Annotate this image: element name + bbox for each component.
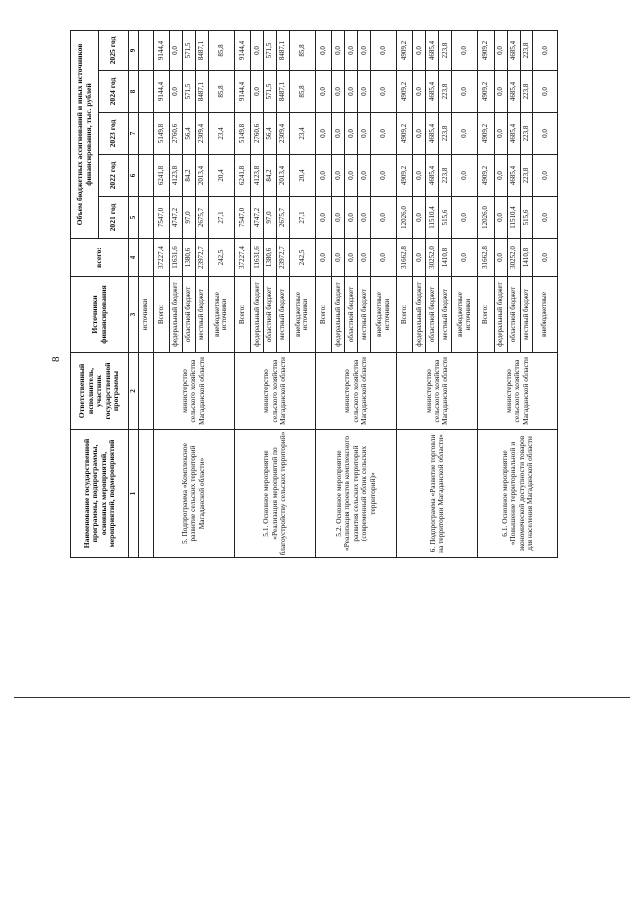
year-value-cell: 4909,2: [478, 113, 494, 155]
year-value-cell: 0,0: [371, 71, 397, 113]
header-volume: Объем бюджетных ассигнований и иных источников финансирования, тыс. рублей: [71, 30, 99, 238]
year-value-cell: 515,6: [520, 197, 533, 239]
year-value-cell: 223,8: [520, 30, 533, 70]
year-value-cell: 0,0: [315, 30, 331, 70]
funding-source-cell: Всего:: [153, 277, 169, 353]
year-value-cell: 223,8: [439, 30, 452, 70]
column-number: 2: [129, 353, 139, 430]
year-value-cell: 4909,2: [397, 113, 413, 155]
total-value-cell: 31662,8: [478, 239, 494, 277]
year-value-cell: 2760,6: [251, 113, 264, 155]
total-value-cell: 242,5: [289, 239, 315, 277]
total-value-cell: 37227,4: [153, 239, 169, 277]
funding-source-cell: внебюджетные источники: [289, 277, 315, 353]
header-year: 2021 год: [99, 197, 129, 239]
year-value-cell: 223,8: [520, 155, 533, 197]
year-value-cell: 85,8: [208, 71, 234, 113]
funding-source-cell: местный бюджет: [358, 277, 371, 353]
year-value-cell: 9144,4: [234, 71, 250, 113]
year-value-cell: 4909,2: [397, 71, 413, 113]
year-value-cell: 85,8: [208, 30, 234, 70]
year-value-cell: 571,5: [264, 71, 277, 113]
total-value-cell: 0,0: [345, 239, 358, 277]
year-value-cell: 11510,4: [507, 197, 520, 239]
page-number: 8: [50, 356, 62, 362]
year-value-cell: 0,0: [533, 71, 558, 113]
year-value-cell: 8487,1: [195, 30, 208, 70]
year-value-cell: 0,0: [251, 71, 264, 113]
funding-source-cell: Всего:: [397, 277, 413, 353]
total-value-cell: 11631,6: [169, 239, 182, 277]
executor-cell: министерство сельского хозяйства Магаданской области: [153, 353, 234, 430]
year-value-cell: 0,0: [358, 71, 371, 113]
funding-source-cell: местный бюджет: [439, 277, 452, 353]
year-value-cell: 6241,8: [153, 155, 169, 197]
budget-table: [70, 30, 558, 558]
year-value-cell: 0,0: [452, 197, 478, 239]
year-value-cell: 0,0: [315, 155, 331, 197]
carry-over-source: источники: [139, 277, 154, 353]
year-value-cell: 571,5: [264, 30, 277, 70]
funding-source-cell: внебюджетные источники: [208, 277, 234, 353]
year-value-cell: 223,8: [439, 113, 452, 155]
year-value-cell: 8487,1: [276, 30, 289, 70]
year-value-cell: 0,0: [315, 197, 331, 239]
year-value-cell: 0,0: [452, 30, 478, 70]
year-value-cell: 4685,4: [426, 155, 439, 197]
funding-source-cell: местный бюджет: [520, 277, 533, 353]
funding-source-cell: федеральный бюджет: [332, 277, 345, 353]
header-source: Источники финансирования: [71, 277, 129, 353]
header-total: всего:: [71, 239, 129, 277]
year-value-cell: 4909,2: [478, 30, 494, 70]
executor-cell: министерство сельского хозяйства Магаданской области: [234, 353, 315, 430]
year-value-cell: 4685,4: [507, 155, 520, 197]
table-row: [315, 30, 331, 557]
funding-source-cell: Всего:: [234, 277, 250, 353]
column-number: 9: [129, 30, 139, 70]
year-value-cell: 0,0: [413, 155, 426, 197]
total-value-cell: 37227,4: [234, 239, 250, 277]
total-value-cell: 0,0: [332, 239, 345, 277]
funding-source-cell: федеральный бюджет: [494, 277, 507, 353]
total-value-cell: 242,5: [208, 239, 234, 277]
year-value-cell: 0,0: [494, 113, 507, 155]
column-number: 7: [129, 113, 139, 155]
total-value-cell: 0,0: [533, 239, 558, 277]
year-value-cell: 0,0: [332, 71, 345, 113]
year-value-cell: 0,0: [332, 30, 345, 70]
funding-source-cell: внебюджетные: [533, 277, 558, 353]
executor-cell: министерство сельского хозяйства Магаданской области: [397, 353, 478, 430]
year-value-cell: 20,4: [289, 155, 315, 197]
year-value-cell: 4685,4: [507, 113, 520, 155]
funding-source-cell: внебюджетные источники: [371, 277, 397, 353]
year-value-cell: 0,0: [345, 197, 358, 239]
year-value-cell: 4909,2: [478, 71, 494, 113]
carry-over-row: [139, 30, 154, 557]
table-row: [153, 30, 169, 557]
year-value-cell: 8487,1: [276, 71, 289, 113]
year-value-cell: 4685,4: [426, 113, 439, 155]
year-value-cell: 4747,2: [251, 197, 264, 239]
year-value-cell: 0,0: [533, 155, 558, 197]
total-value-cell: 23972,7: [276, 239, 289, 277]
year-value-cell: 4685,4: [426, 30, 439, 70]
year-value-cell: 0,0: [494, 30, 507, 70]
year-value-cell: 0,0: [358, 30, 371, 70]
header-year: 2025 год: [99, 30, 129, 70]
year-value-cell: 97,0: [264, 197, 277, 239]
header-year: 2023 год: [99, 113, 129, 155]
total-value-cell: 0,0: [413, 239, 426, 277]
table-row: [234, 30, 250, 557]
year-value-cell: 0,0: [413, 71, 426, 113]
year-value-cell: 0,0: [533, 113, 558, 155]
total-value-cell: 1380,6: [182, 239, 195, 277]
year-value-cell: 85,8: [289, 71, 315, 113]
table-body: [139, 30, 558, 557]
program-name-cell: 6.1. Основное мероприятие «Повышение территориальной и экономической доступности товаров для населения Магаданской области: [478, 430, 558, 558]
year-value-cell: 7547,0: [234, 197, 250, 239]
year-value-cell: 0,0: [413, 30, 426, 70]
year-value-cell: 0,0: [494, 155, 507, 197]
funding-source-cell: местный бюджет: [195, 277, 208, 353]
year-value-cell: 8487,1: [195, 71, 208, 113]
funding-source-cell: внебюджетные источники: [452, 277, 478, 353]
total-value-cell: 0,0: [371, 239, 397, 277]
column-number: 1: [129, 430, 139, 558]
funding-source-cell: федеральный бюджет: [413, 277, 426, 353]
year-value-cell: 0,0: [494, 197, 507, 239]
year-value-cell: 0,0: [371, 197, 397, 239]
year-value-cell: 27,1: [208, 197, 234, 239]
table-row: [478, 30, 494, 557]
program-name-cell: 5. Подпрограмма «Комплексное развитие сельских территорий Магаданской области»: [153, 430, 234, 558]
year-value-cell: 0,0: [413, 197, 426, 239]
year-value-cell: 4685,4: [507, 30, 520, 70]
year-value-cell: 5149,8: [234, 113, 250, 155]
program-name-cell: 5.2. Основное мероприятие «Реализация проектов комплексного развития сельских территорий (современный облик сельских территорий)»: [315, 430, 396, 558]
year-value-cell: 85,8: [289, 30, 315, 70]
year-value-cell: 0,0: [371, 113, 397, 155]
year-value-cell: 223,8: [439, 155, 452, 197]
year-value-cell: 27,1: [289, 197, 315, 239]
year-value-cell: 0,0: [332, 155, 345, 197]
year-value-cell: 4909,2: [397, 155, 413, 197]
column-number: 6: [129, 155, 139, 197]
year-value-cell: 0,0: [315, 71, 331, 113]
total-value-cell: 1410,8: [520, 239, 533, 277]
year-value-cell: 2309,4: [276, 113, 289, 155]
table-row: [397, 30, 413, 557]
total-value-cell: 0,0: [452, 239, 478, 277]
funding-source-cell: федеральный бюджет: [169, 277, 182, 353]
year-value-cell: 0,0: [332, 197, 345, 239]
year-value-cell: 23,4: [208, 113, 234, 155]
year-value-cell: 9144,4: [153, 71, 169, 113]
year-value-cell: 0,0: [358, 197, 371, 239]
year-value-cell: 4123,8: [251, 155, 264, 197]
year-value-cell: 11510,4: [426, 197, 439, 239]
total-value-cell: 31662,8: [397, 239, 413, 277]
funding-source-cell: Всего:: [478, 277, 494, 353]
column-number: 8: [129, 71, 139, 113]
year-value-cell: 0,0: [345, 155, 358, 197]
total-value-cell: 1410,8: [439, 239, 452, 277]
funding-source-cell: областной бюджет: [182, 277, 195, 353]
year-value-cell: 515,6: [439, 197, 452, 239]
total-value-cell: 0,0: [315, 239, 331, 277]
year-value-cell: 4685,4: [426, 71, 439, 113]
year-value-cell: 84,2: [264, 155, 277, 197]
year-value-cell: 0,0: [169, 30, 182, 70]
total-value-cell: 1380,6: [264, 239, 277, 277]
year-value-cell: 4747,2: [169, 197, 182, 239]
column-number: 4: [129, 239, 139, 277]
funding-source-cell: федеральный бюджет: [251, 277, 264, 353]
year-value-cell: 2760,6: [169, 113, 182, 155]
funding-source-cell: областной бюджет: [264, 277, 277, 353]
year-value-cell: 12026,0: [397, 197, 413, 239]
year-value-cell: 9144,4: [234, 30, 250, 70]
funding-source-cell: областной бюджет: [345, 277, 358, 353]
year-value-cell: 0,0: [358, 155, 371, 197]
total-value-cell: 23972,7: [195, 239, 208, 277]
column-number: 3: [129, 277, 139, 353]
program-name-cell: 6. Подпрограмма «Развитие торговли на территории Магаданской области»: [397, 430, 478, 558]
year-value-cell: 0,0: [251, 30, 264, 70]
total-value-cell: 30252,0: [426, 239, 439, 277]
header-year: 2024 год: [99, 71, 129, 113]
year-value-cell: 223,8: [439, 71, 452, 113]
year-value-cell: 0,0: [345, 30, 358, 70]
total-value-cell: 0,0: [358, 239, 371, 277]
header-name: Наименование государственной программы, подпрограммы, основных мероприятий, мероприятий, подмероприятий: [71, 430, 129, 558]
year-value-cell: 4123,8: [169, 155, 182, 197]
year-value-cell: 0,0: [358, 113, 371, 155]
total-value-cell: 11631,6: [251, 239, 264, 277]
funding-source-cell: областной бюджет: [426, 277, 439, 353]
year-value-cell: 0,0: [533, 197, 558, 239]
year-value-cell: 571,5: [182, 30, 195, 70]
column-number: 5: [129, 197, 139, 239]
year-value-cell: 0,0: [345, 71, 358, 113]
year-value-cell: 223,8: [520, 71, 533, 113]
year-value-cell: 0,0: [332, 113, 345, 155]
budget-table-rotated: [70, 31, 558, 558]
year-value-cell: 56,4: [182, 113, 195, 155]
executor-cell: министерство сельского хозяйства Магаданской области: [315, 353, 396, 430]
header-executor: Ответственный исполнитель, участник государственной программы: [71, 353, 129, 430]
year-value-cell: 4685,4: [507, 71, 520, 113]
year-value-cell: 4909,2: [397, 30, 413, 70]
program-name-cell: 5.1. Основное мероприятие «Реализация мероприятий по благоустройству сельских территорий»: [234, 430, 315, 558]
year-value-cell: 0,0: [494, 71, 507, 113]
header-year: 2022 год: [99, 155, 129, 197]
year-value-cell: 0,0: [452, 113, 478, 155]
year-value-cell: 0,0: [371, 155, 397, 197]
year-value-cell: 0,0: [533, 30, 558, 70]
year-value-cell: 2309,4: [195, 113, 208, 155]
year-value-cell: 2013,4: [195, 155, 208, 197]
funding-source-cell: местный бюджет: [276, 277, 289, 353]
total-value-cell: 30252,0: [507, 239, 520, 277]
year-value-cell: 2013,4: [276, 155, 289, 197]
year-value-cell: 7547,0: [153, 197, 169, 239]
year-value-cell: 571,5: [182, 71, 195, 113]
year-value-cell: 6241,8: [234, 155, 250, 197]
year-value-cell: 84,2: [182, 155, 195, 197]
year-value-cell: 20,4: [208, 155, 234, 197]
year-value-cell: 2675,7: [276, 197, 289, 239]
year-value-cell: 97,0: [182, 197, 195, 239]
year-value-cell: 0,0: [345, 113, 358, 155]
year-value-cell: 23,4: [289, 113, 315, 155]
year-value-cell: 9144,4: [153, 30, 169, 70]
year-value-cell: 5149,8: [153, 113, 169, 155]
year-value-cell: 2675,7: [195, 197, 208, 239]
year-value-cell: 0,0: [315, 113, 331, 155]
year-value-cell: 0,0: [371, 30, 397, 70]
executor-cell: министерство сельского хозяйства Магаданской области: [478, 353, 558, 430]
scan-edge-line: [14, 697, 630, 698]
year-value-cell: 0,0: [169, 71, 182, 113]
year-value-cell: 0,0: [413, 113, 426, 155]
year-value-cell: 12026,0: [478, 197, 494, 239]
year-value-cell: 0,0: [452, 155, 478, 197]
funding-source-cell: Всего:: [315, 277, 331, 353]
year-value-cell: 4909,2: [478, 155, 494, 197]
year-value-cell: 223,8: [520, 113, 533, 155]
year-value-cell: 0,0: [452, 71, 478, 113]
funding-source-cell: областной бюджет: [507, 277, 520, 353]
year-value-cell: 56,4: [264, 113, 277, 155]
total-value-cell: 0,0: [494, 239, 507, 277]
